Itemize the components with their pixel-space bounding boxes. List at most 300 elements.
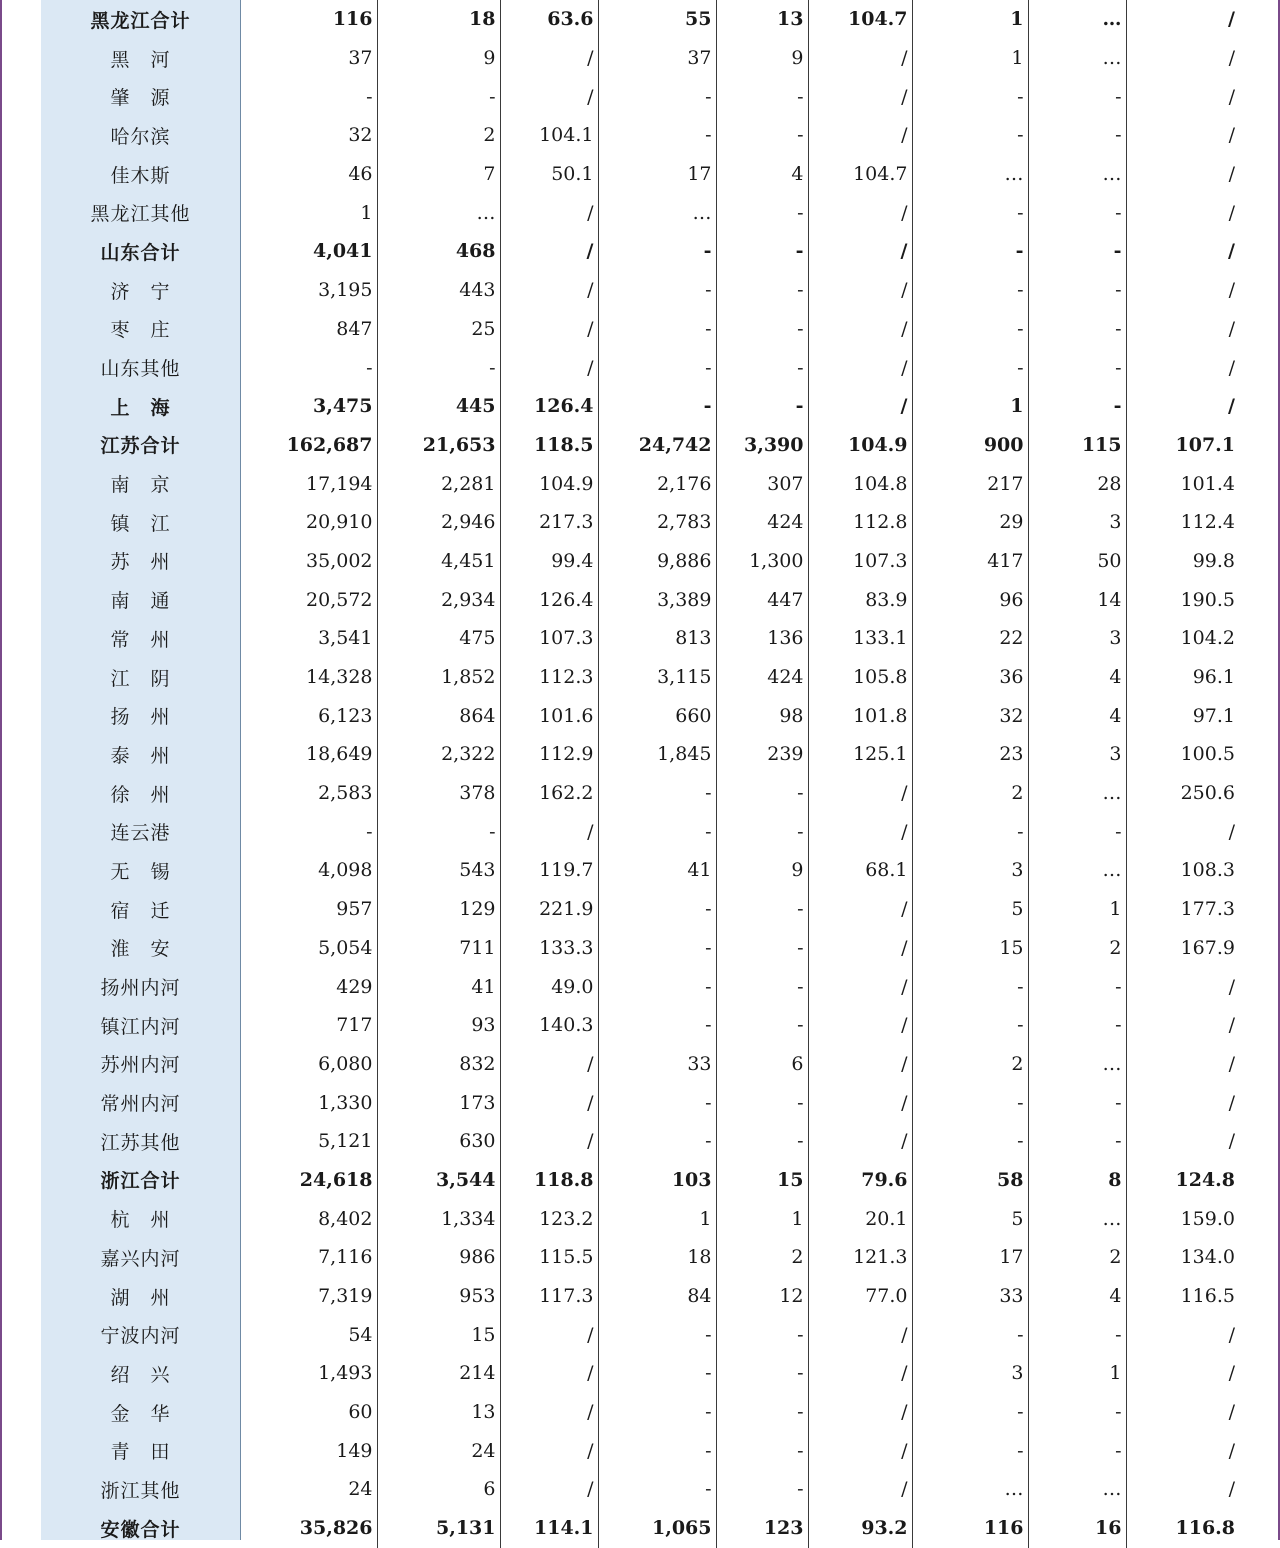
table-row <box>41 77 1241 116</box>
value-cell-col-8: 4 <box>1028 1277 1126 1316</box>
value-cell-col-7: 900 <box>912 426 1028 465</box>
value-cell-col-6: 79.6 <box>808 1161 912 1200</box>
value-cell-col-7: 22 <box>912 619 1028 658</box>
value-cell-col-6: 125.1 <box>808 735 912 774</box>
value-cell-col-4: 813 <box>598 619 716 658</box>
value-cell-col-9: 101.4 <box>1180 472 1235 495</box>
value-cell-col-6: / <box>808 1315 912 1354</box>
value-cell-col-3: 126.4 <box>500 387 598 426</box>
value-cell-col-9: 96.1 <box>1192 666 1235 689</box>
value-cell-col-2: 443 <box>377 271 500 310</box>
table-row <box>41 1199 1241 1238</box>
value-cell-col-8: 2 <box>1028 1238 1126 1277</box>
value-cell-col-7: 15 <box>912 929 1028 968</box>
value-cell-col-3: / <box>500 77 598 116</box>
value-cell-col-1: 3,195 <box>240 271 377 310</box>
value-cell-col-1: 847 <box>240 310 377 349</box>
value-cell-col-5: 12 <box>716 1277 808 1316</box>
value-cell-col-4: 1,845 <box>598 735 716 774</box>
port-name-cell: 枣 庄 <box>110 319 171 342</box>
value-cell-col-2: 13 <box>377 1393 500 1432</box>
value-cell-col-4: - <box>598 1393 716 1432</box>
table-row-total <box>41 232 1241 271</box>
port-name-cell: 杭 州 <box>110 1209 171 1232</box>
value-cell-col-8: - <box>1028 387 1126 426</box>
value-cell-col-3: / <box>500 1470 598 1509</box>
value-cell-col-7: 32 <box>912 696 1028 735</box>
table-row <box>41 696 1241 735</box>
value-cell-col-8: 3 <box>1028 503 1126 542</box>
value-cell-col-5: 4 <box>716 155 808 194</box>
port-name-cell: 哈尔滨 <box>110 125 171 148</box>
port-name-cell: 湖 州 <box>110 1286 171 1309</box>
value-cell-col-7: - <box>912 310 1028 349</box>
value-cell-col-6: / <box>808 193 912 232</box>
value-cell-col-1: 1,493 <box>240 1354 377 1393</box>
value-cell-col-9: / <box>1228 1052 1235 1075</box>
port-name-cell: 泰 州 <box>110 744 171 767</box>
value-cell-col-1: 116 <box>240 0 377 39</box>
value-cell-col-7: - <box>912 116 1028 155</box>
value-cell-col-2: 7 <box>377 155 500 194</box>
value-cell-col-6: / <box>808 1354 912 1393</box>
value-cell-col-1: 60 <box>240 1393 377 1432</box>
port-name-cell: 苏州内河 <box>100 1054 181 1077</box>
value-cell-col-7: - <box>912 193 1028 232</box>
value-cell-col-2: 18 <box>377 0 500 39</box>
port-name-cell: 江 阴 <box>110 667 171 690</box>
value-cell-col-3: 112.9 <box>500 735 598 774</box>
table-body <box>41 0 1241 1548</box>
value-cell-col-1: 717 <box>240 1006 377 1045</box>
value-cell-col-8: … <box>1028 155 1126 194</box>
value-cell-col-2: 25 <box>377 310 500 349</box>
value-cell-col-2: 468 <box>377 232 500 271</box>
port-name-cell: 青 田 <box>110 1441 171 1464</box>
value-cell-col-4: - <box>598 310 716 349</box>
port-name-cell: 嘉兴内河 <box>100 1247 181 1270</box>
value-cell-col-1: 18,649 <box>240 735 377 774</box>
value-cell-col-4: … <box>598 193 716 232</box>
value-cell-col-1: 17,194 <box>240 464 377 503</box>
table-row <box>41 812 1241 851</box>
value-cell-col-2: 986 <box>377 1238 500 1277</box>
value-cell-col-7: 2 <box>912 1045 1028 1084</box>
value-cell-col-6: / <box>808 116 912 155</box>
value-cell-col-9: / <box>1228 279 1235 302</box>
value-cell-col-9: / <box>1228 124 1235 147</box>
value-cell-col-6: / <box>808 929 912 968</box>
value-cell-col-5: - <box>716 1393 808 1432</box>
port-name-cell: 安徽合计 <box>100 1518 181 1541</box>
value-cell-col-9: / <box>1228 85 1235 108</box>
page-border-left <box>0 0 2 1540</box>
value-cell-col-8: 16 <box>1028 1509 1126 1548</box>
value-cell-col-8: … <box>1028 1199 1126 1238</box>
value-cell-col-3: / <box>500 1083 598 1122</box>
value-cell-col-5: - <box>716 116 808 155</box>
value-cell-col-9: 104.2 <box>1180 627 1235 650</box>
value-cell-col-6: / <box>808 232 912 271</box>
value-cell-col-2: 21,653 <box>377 426 500 465</box>
value-cell-col-3: 49.0 <box>500 967 598 1006</box>
value-cell-col-5: - <box>716 1431 808 1470</box>
value-cell-col-8: … <box>1028 1470 1126 1509</box>
value-cell-col-7: - <box>912 77 1028 116</box>
value-cell-col-8: 1 <box>1028 1354 1126 1393</box>
value-cell-col-3: 114.1 <box>500 1509 598 1548</box>
value-cell-col-9: 250.6 <box>1180 782 1235 805</box>
table-row <box>41 1045 1241 1084</box>
value-cell-col-3: 63.6 <box>500 0 598 39</box>
value-cell-col-3: 107.3 <box>500 619 598 658</box>
value-cell-col-7: - <box>912 232 1028 271</box>
value-cell-col-5: 239 <box>716 735 808 774</box>
value-cell-col-2: … <box>377 193 500 232</box>
value-cell-col-6: 77.0 <box>808 1277 912 1316</box>
value-cell-col-3: / <box>500 271 598 310</box>
value-cell-col-3: / <box>500 1393 598 1432</box>
value-cell-col-9: 116.5 <box>1180 1285 1235 1308</box>
value-cell-col-9: 100.5 <box>1180 743 1235 766</box>
value-cell-col-8: - <box>1028 232 1126 271</box>
port-name-cell: 浙江合计 <box>100 1170 181 1193</box>
value-cell-col-8: - <box>1028 116 1126 155</box>
value-cell-col-1: 3,475 <box>240 387 377 426</box>
table-row-total <box>41 426 1241 465</box>
table-row <box>41 851 1241 890</box>
value-cell-col-5: - <box>716 774 808 813</box>
value-cell-col-2: 445 <box>377 387 500 426</box>
value-cell-col-4: 660 <box>598 696 716 735</box>
value-cell-col-2: 630 <box>377 1122 500 1161</box>
value-cell-col-5: - <box>716 929 808 968</box>
value-cell-col-2: 1,852 <box>377 658 500 697</box>
value-cell-col-8: 4 <box>1028 658 1126 697</box>
value-cell-col-6: / <box>808 310 912 349</box>
value-cell-col-4: 33 <box>598 1045 716 1084</box>
value-cell-col-7: 116 <box>912 1509 1028 1548</box>
value-cell-col-1: 14,328 <box>240 658 377 697</box>
value-cell-col-5: 98 <box>716 696 808 735</box>
value-cell-col-7: 3 <box>912 1354 1028 1393</box>
value-cell-col-6: / <box>808 39 912 78</box>
value-cell-col-8: … <box>1028 39 1126 78</box>
value-cell-col-3: / <box>500 1122 598 1161</box>
value-cell-col-5: - <box>716 387 808 426</box>
value-cell-col-2: 2,281 <box>377 464 500 503</box>
value-cell-col-9: 177.3 <box>1180 898 1235 921</box>
port-name-cell: 宿 迁 <box>110 899 171 922</box>
port-name-cell: 常州内河 <box>100 1093 181 1116</box>
value-cell-col-2: 129 <box>377 890 500 929</box>
value-cell-col-7: 23 <box>912 735 1028 774</box>
port-name-cell: 济 宁 <box>110 280 171 303</box>
value-cell-col-6: 105.8 <box>808 658 912 697</box>
port-name-cell: 扬州内河 <box>100 977 181 1000</box>
value-cell-col-2: 93 <box>377 1006 500 1045</box>
table-row <box>41 967 1241 1006</box>
value-cell-col-9: 134.0 <box>1180 1246 1235 1269</box>
value-cell-col-9: / <box>1228 163 1235 186</box>
value-cell-col-3: / <box>500 310 598 349</box>
value-cell-col-4: 9,886 <box>598 542 716 581</box>
value-cell-col-4: 1,065 <box>598 1509 716 1548</box>
value-cell-col-2: 4,451 <box>377 542 500 581</box>
value-cell-col-8: 28 <box>1028 464 1126 503</box>
value-cell-col-3: 99.4 <box>500 542 598 581</box>
value-cell-col-6: / <box>808 271 912 310</box>
value-cell-col-9: 99.8 <box>1192 549 1235 572</box>
value-cell-col-2: 6 <box>377 1470 500 1509</box>
value-cell-col-8: - <box>1028 1393 1126 1432</box>
value-cell-col-8: - <box>1028 1315 1126 1354</box>
value-cell-col-4: - <box>598 77 716 116</box>
value-cell-col-3: / <box>500 1354 598 1393</box>
value-cell-col-4: - <box>598 890 716 929</box>
value-cell-col-2: - <box>377 77 500 116</box>
value-cell-col-1: 162,687 <box>240 426 377 465</box>
value-cell-col-8: 1 <box>1028 890 1126 929</box>
table-row <box>41 193 1241 232</box>
value-cell-col-4: - <box>598 929 716 968</box>
value-cell-col-6: 112.8 <box>808 503 912 542</box>
value-cell-col-1: 24 <box>240 1470 377 1509</box>
port-name-cell: 镇江内河 <box>100 1015 181 1038</box>
value-cell-col-5: 1 <box>716 1199 808 1238</box>
table-row <box>41 774 1241 813</box>
port-name-cell: 金 华 <box>110 1402 171 1425</box>
value-cell-col-3: / <box>500 348 598 387</box>
port-name-cell: 苏 州 <box>110 551 171 574</box>
value-cell-col-1: 35,002 <box>240 542 377 581</box>
table-row <box>41 155 1241 194</box>
value-cell-col-1: 46 <box>240 155 377 194</box>
value-cell-col-9: / <box>1228 240 1235 263</box>
value-cell-col-4: 103 <box>598 1161 716 1200</box>
port-name-cell: 浙江其他 <box>100 1479 181 1502</box>
value-cell-col-7: - <box>912 1006 1028 1045</box>
value-cell-col-8: - <box>1028 812 1126 851</box>
value-cell-col-7: - <box>912 1083 1028 1122</box>
port-name-cell: 南 通 <box>110 590 171 613</box>
value-cell-col-5: - <box>716 1470 808 1509</box>
value-cell-col-3: 118.8 <box>500 1161 598 1200</box>
value-cell-col-5: 9 <box>716 851 808 890</box>
value-cell-col-4: - <box>598 967 716 1006</box>
value-cell-col-1: 8,402 <box>240 1199 377 1238</box>
value-cell-col-8: … <box>1028 774 1126 813</box>
value-cell-col-8: 8 <box>1028 1161 1126 1200</box>
value-cell-col-9: 167.9 <box>1180 936 1235 959</box>
table-row <box>41 1277 1241 1316</box>
value-cell-col-5: - <box>716 271 808 310</box>
port-name-cell: 山东其他 <box>100 358 181 381</box>
port-name-cell: 江苏其他 <box>100 1131 181 1154</box>
value-cell-col-9: / <box>1228 1478 1235 1501</box>
value-cell-col-3: 104.1 <box>500 116 598 155</box>
value-cell-col-7: - <box>912 967 1028 1006</box>
value-cell-col-6: 83.9 <box>808 580 912 619</box>
value-cell-col-4: 84 <box>598 1277 716 1316</box>
value-cell-col-2: 5,131 <box>377 1509 500 1548</box>
value-cell-col-1: 2,583 <box>240 774 377 813</box>
value-cell-col-5: 6 <box>716 1045 808 1084</box>
port-name-cell: 扬 州 <box>110 706 171 729</box>
value-cell-col-6: 133.1 <box>808 619 912 658</box>
port-name-cell: 南 京 <box>110 474 171 497</box>
port-name-cell: 淮 安 <box>110 938 171 961</box>
table-row <box>41 619 1241 658</box>
table-row <box>41 1431 1241 1470</box>
port-name-cell: 江苏合计 <box>100 435 181 458</box>
value-cell-col-4: 1 <box>598 1199 716 1238</box>
value-cell-col-1: 4,041 <box>240 232 377 271</box>
value-cell-col-7: … <box>912 155 1028 194</box>
value-cell-col-2: 3,544 <box>377 1161 500 1200</box>
value-cell-col-6: / <box>808 774 912 813</box>
value-cell-col-4: - <box>598 1470 716 1509</box>
value-cell-col-2: - <box>377 812 500 851</box>
value-cell-col-4: - <box>598 271 716 310</box>
value-cell-col-4: - <box>598 1354 716 1393</box>
port-name-cell: 镇 江 <box>110 512 171 535</box>
value-cell-col-5: - <box>716 310 808 349</box>
value-cell-col-8: - <box>1028 77 1126 116</box>
value-cell-col-9: / <box>1228 317 1235 340</box>
value-cell-col-1: 1,330 <box>240 1083 377 1122</box>
value-cell-col-4: - <box>598 1083 716 1122</box>
value-cell-col-8: 3 <box>1028 619 1126 658</box>
table-row <box>41 542 1241 581</box>
value-cell-col-7: 3 <box>912 851 1028 890</box>
value-cell-col-5: 13 <box>716 0 808 39</box>
value-cell-col-5: - <box>716 1006 808 1045</box>
table-row <box>41 503 1241 542</box>
value-cell-col-4: 3,389 <box>598 580 716 619</box>
value-cell-col-5: 9 <box>716 39 808 78</box>
value-cell-col-3: / <box>500 1315 598 1354</box>
value-cell-col-9: / <box>1228 1091 1235 1114</box>
value-cell-col-3: 50.1 <box>500 155 598 194</box>
value-cell-col-7: 17 <box>912 1238 1028 1277</box>
value-cell-col-4: 3,115 <box>598 658 716 697</box>
value-cell-col-8: … <box>1028 0 1126 39</box>
value-cell-col-8: 50 <box>1028 542 1126 581</box>
port-name-cell: 黑 河 <box>110 48 171 71</box>
value-cell-col-6: / <box>808 1006 912 1045</box>
value-cell-col-9: / <box>1228 1014 1235 1037</box>
port-name-cell: 无 锡 <box>110 860 171 883</box>
value-cell-col-7: 36 <box>912 658 1028 697</box>
table-row <box>41 1006 1241 1045</box>
value-cell-col-9: / <box>1228 820 1235 843</box>
value-cell-col-9: / <box>1228 395 1235 418</box>
value-cell-col-6: / <box>808 1431 912 1470</box>
value-cell-col-6: / <box>808 967 912 1006</box>
value-cell-col-2: 41 <box>377 967 500 1006</box>
value-cell-col-3: 118.5 <box>500 426 598 465</box>
value-cell-col-6: 104.7 <box>808 0 912 39</box>
port-name-cell: 上 海 <box>110 396 171 419</box>
value-cell-col-7: - <box>912 271 1028 310</box>
value-cell-col-6: / <box>808 348 912 387</box>
value-cell-col-6: / <box>808 77 912 116</box>
value-cell-col-7: 1 <box>912 39 1028 78</box>
value-cell-col-5: - <box>716 348 808 387</box>
table-row <box>41 735 1241 774</box>
value-cell-col-9: 107.1 <box>1175 433 1235 456</box>
value-cell-col-8: … <box>1028 1045 1126 1084</box>
value-cell-col-5: 447 <box>716 580 808 619</box>
value-cell-col-3: 112.3 <box>500 658 598 697</box>
port-name-cell: 徐 州 <box>110 783 171 806</box>
value-cell-col-9: / <box>1228 1439 1235 1462</box>
value-cell-col-6: / <box>808 1393 912 1432</box>
value-cell-col-8: … <box>1028 851 1126 890</box>
value-cell-col-7: 417 <box>912 542 1028 581</box>
value-cell-col-5: 3,390 <box>716 426 808 465</box>
value-cell-col-8: - <box>1028 967 1126 1006</box>
value-cell-col-6: 101.8 <box>808 696 912 735</box>
value-cell-col-4: - <box>598 348 716 387</box>
value-cell-col-8: - <box>1028 193 1126 232</box>
value-cell-col-9: 116.8 <box>1175 1517 1235 1540</box>
table-row <box>41 116 1241 155</box>
value-cell-col-4: - <box>598 812 716 851</box>
port-name-cell: 常 州 <box>110 628 171 651</box>
value-cell-col-5: - <box>716 77 808 116</box>
value-cell-col-8: - <box>1028 1083 1126 1122</box>
value-cell-col-9: 97.1 <box>1192 704 1235 727</box>
value-cell-col-5: - <box>716 890 808 929</box>
port-name-cell: 山东合计 <box>100 241 181 264</box>
value-cell-col-9: / <box>1228 47 1235 70</box>
table-row <box>41 1122 1241 1161</box>
value-cell-col-4: 2,176 <box>598 464 716 503</box>
value-cell-col-7: 2 <box>912 774 1028 813</box>
table-row-total <box>41 387 1241 426</box>
value-cell-col-5: - <box>716 1083 808 1122</box>
value-cell-col-7: 5 <box>912 1199 1028 1238</box>
value-cell-col-1: 4,098 <box>240 851 377 890</box>
value-cell-col-3: / <box>500 812 598 851</box>
value-cell-col-8: - <box>1028 1006 1126 1045</box>
value-cell-col-6: 121.3 <box>808 1238 912 1277</box>
port-name-cell: 连云港 <box>110 822 171 845</box>
value-cell-col-6: 93.2 <box>808 1509 912 1548</box>
value-cell-col-6: 68.1 <box>808 851 912 890</box>
value-cell-col-8: - <box>1028 1122 1126 1161</box>
value-cell-col-9: 112.4 <box>1180 511 1235 534</box>
value-cell-col-9: 124.8 <box>1175 1168 1235 1191</box>
value-cell-col-7: - <box>912 1122 1028 1161</box>
value-cell-col-5: 424 <box>716 503 808 542</box>
value-cell-col-1: 20,572 <box>240 580 377 619</box>
value-cell-col-3: 117.3 <box>500 1277 598 1316</box>
value-cell-col-9: / <box>1228 1130 1235 1153</box>
value-cell-col-2: 173 <box>377 1083 500 1122</box>
value-cell-col-8: - <box>1028 271 1126 310</box>
value-cell-col-7: 58 <box>912 1161 1028 1200</box>
value-cell-col-1: - <box>240 812 377 851</box>
value-cell-col-4: - <box>598 387 716 426</box>
value-cell-col-1: 1 <box>240 193 377 232</box>
value-cell-col-6: / <box>808 1470 912 1509</box>
value-cell-col-3: 140.3 <box>500 1006 598 1045</box>
value-cell-col-1: 7,319 <box>240 1277 377 1316</box>
value-cell-col-3: / <box>500 193 598 232</box>
